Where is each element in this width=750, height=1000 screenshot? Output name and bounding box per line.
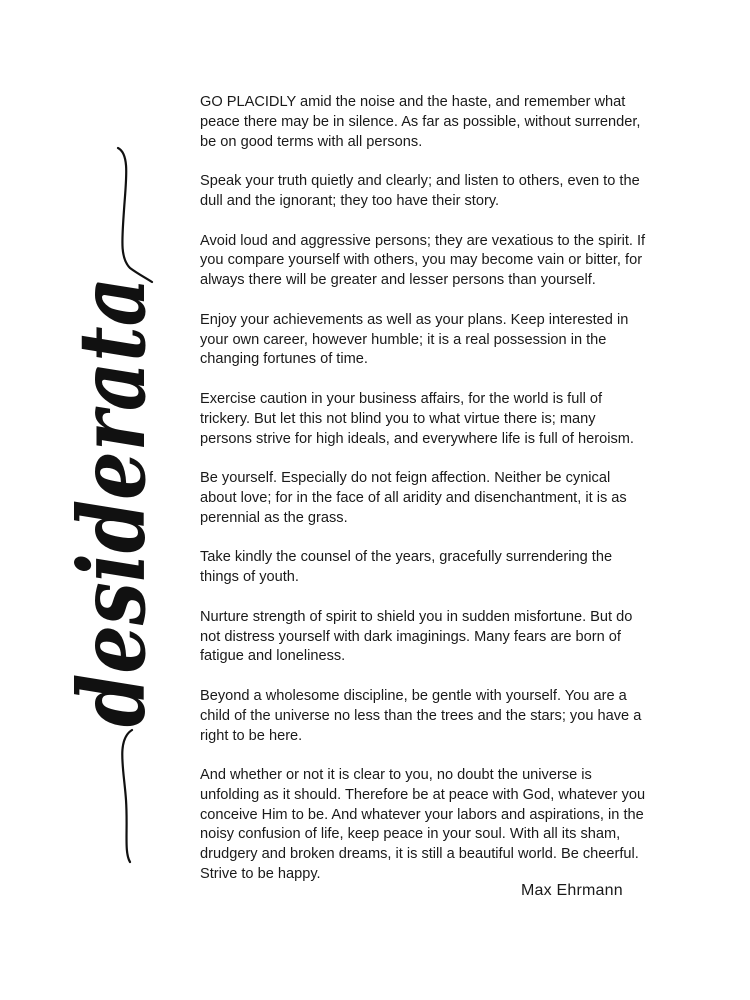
poem-line: fatigue and loneliness.	[200, 648, 346, 665]
poem-line: about love; for in the face of all aridity and disenchantment, it is as	[200, 489, 627, 506]
poem-line: Nurture strength of spirit to shield you in sudden misfortune. But do	[200, 608, 633, 625]
stanza-10	[200, 766, 700, 885]
poem-line: GO PLACIDLY amid the noise and the haste, and remember what	[200, 94, 626, 110]
title-column	[20, 140, 190, 870]
bottom-swash-flourish	[122, 730, 132, 862]
poem-body	[200, 93, 700, 905]
poem-line: changing fortunes of time.	[200, 351, 368, 368]
poem-line: perennial as the grass.	[200, 509, 348, 526]
stanza-8	[200, 608, 700, 667]
poem-line: dull and the ignorant; they too have their story.	[200, 192, 500, 209]
poem-line: Take kindly the counsel of the years, gracefully surrendering the	[200, 549, 613, 566]
poem-line: drudgery and broken dreams, it is still a beautiful world. Be cheerful.	[200, 846, 639, 863]
poem-line: persons strive for high ideals, and everywhere life is full of heroism.	[200, 430, 634, 447]
poem-line: always there will be greater and lesser persons than yourself.	[200, 272, 596, 289]
stanza-2	[200, 172, 700, 212]
stanza-4	[200, 311, 700, 370]
poem-line: peace there may be in silence. As far as possible, without surrender,	[200, 113, 641, 130]
poem-line: And whether or not it is clear to you, no doubt the universe is	[200, 767, 592, 784]
stanza-3	[200, 232, 700, 291]
poem-line: Exercise caution in your business affairs, for the world is full of	[200, 390, 603, 407]
poem-line: trickery. But let this not blind you to what virtue there is; many	[200, 410, 596, 427]
poem-line: Strive to be happy.	[200, 866, 321, 883]
stanza-9	[200, 687, 700, 746]
poem-line: Be yourself. Especially do not feign affection. Neither be cynical	[200, 470, 611, 487]
poem-line: not distress yourself with dark imaginings. Many fears are born of	[200, 628, 621, 645]
poem-line: conceive Him to be. And whatever your labors and aspirations, in the	[200, 806, 644, 823]
author-name: Max Ehrmann	[521, 882, 623, 899]
title-script	[20, 140, 190, 870]
stanza-5	[200, 390, 700, 449]
stanza-6	[200, 469, 700, 528]
poem-line: Beyond a wholesome discipline, be gentle with yourself. You are a	[200, 687, 627, 704]
poem-line: noisy confusion of life, keep peace in your soul. With all its sham,	[200, 826, 621, 843]
poem-line: Avoid loud and aggressive persons; they are vexatious to the spirit. If	[200, 232, 646, 249]
poem-line: you compare yourself with others, you may become vain or bitter, for	[200, 252, 643, 269]
poem-line: be on good terms with all persons.	[200, 133, 423, 150]
poem-line: Speak your truth quietly and clearly; and listen to others, even to the	[200, 173, 640, 190]
poem-line: Enjoy your achievements as well as your plans. Keep interested in	[200, 311, 629, 328]
poem-line: unfolding as it should. Therefore be at peace with God, whatever you	[200, 786, 646, 803]
top-swash-flourish	[118, 148, 152, 282]
stanza-1	[200, 93, 700, 152]
title-word: desiderata	[58, 184, 166, 727]
poem-line: right to be here.	[200, 727, 303, 744]
poem-line: child of the universe no less than the trees and the stars; you have a	[200, 707, 642, 724]
poem-line: your own career, however humble; it is a real possession in the	[200, 331, 607, 348]
poem-line: things of youth.	[200, 569, 299, 586]
stanza-7	[200, 548, 700, 588]
